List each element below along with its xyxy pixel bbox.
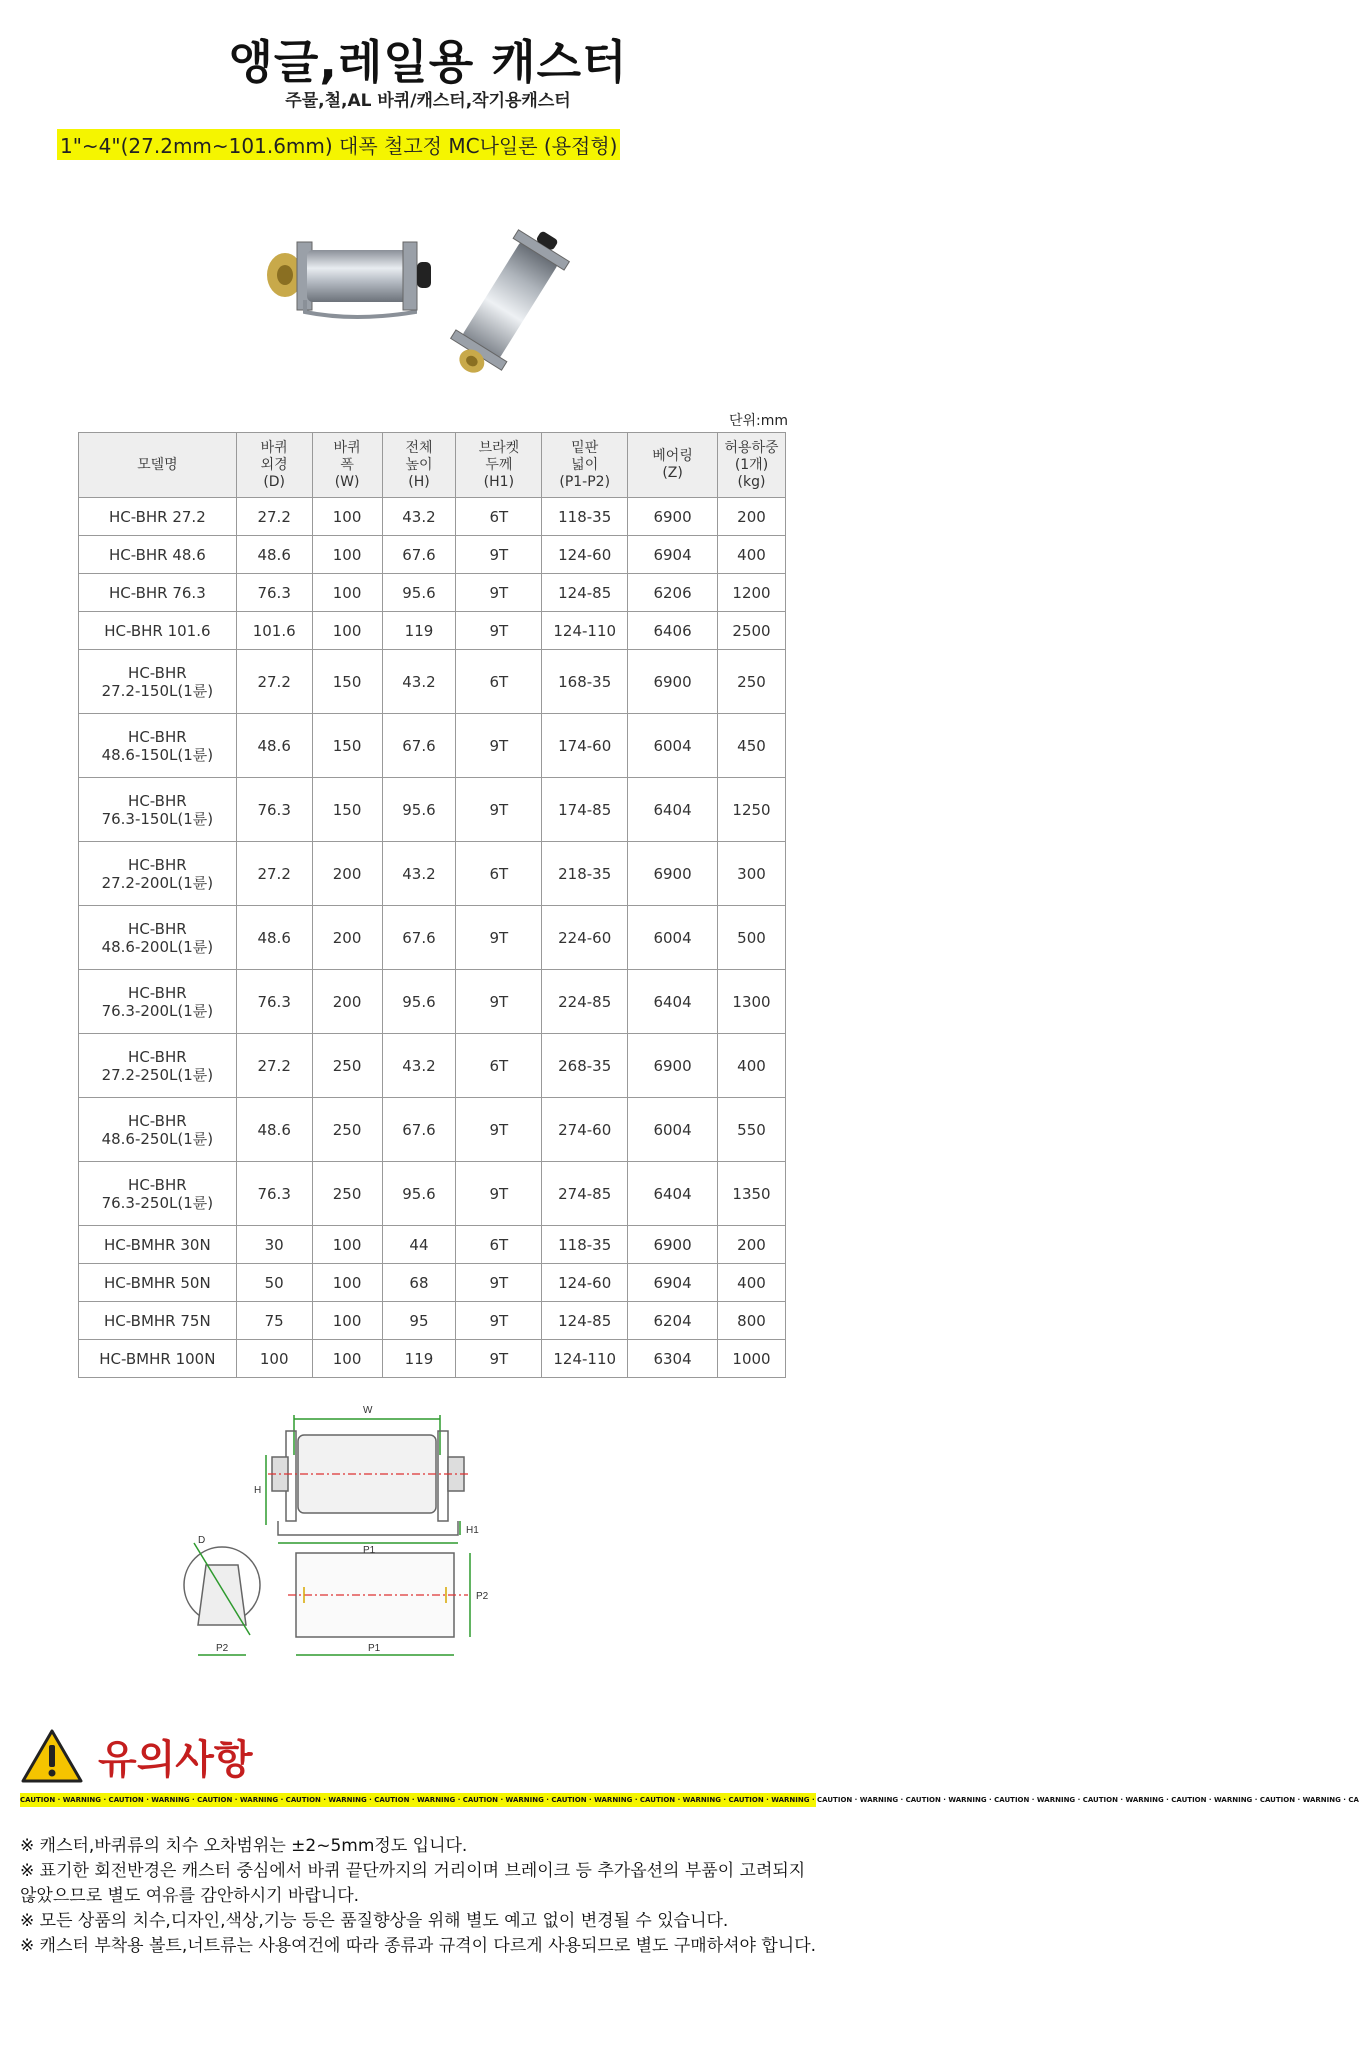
base-plate-cell: 224-85	[542, 970, 628, 1034]
wheel-diameter-cell: 76.3	[236, 778, 312, 842]
base-plate-cell: 224-60	[542, 906, 628, 970]
dim-label-w: W	[363, 1405, 373, 1416]
bearing-cell: 6004	[628, 714, 718, 778]
load-capacity-cell: 250	[718, 650, 786, 714]
table-row	[79, 536, 786, 574]
table-row	[79, 1098, 786, 1162]
wheel-diameter-cell: 30	[236, 1226, 312, 1264]
wheel-width-cell: 100	[312, 574, 382, 612]
total-height-cell: 44	[382, 1226, 456, 1264]
load-capacity-cell: 400	[718, 1034, 786, 1098]
col-wheel-diameter	[236, 433, 312, 498]
total-height-cell: 95.6	[382, 778, 456, 842]
bearing-cell: 6406	[628, 612, 718, 650]
col-base-plate	[542, 433, 628, 498]
load-capacity-cell: 500	[718, 906, 786, 970]
wheel-width-cell: 150	[312, 778, 382, 842]
bracket-thickness-cell: 9T	[456, 1264, 542, 1302]
bearing-cell: 6004	[628, 1098, 718, 1162]
bracket-thickness-cell: 9T	[456, 574, 542, 612]
model-cell: HC-BHR 76.3-200L(1륜)	[79, 970, 237, 1034]
total-height-cell: 67.6	[382, 714, 456, 778]
base-plate-cell: 124-60	[542, 536, 628, 574]
warning-triangle-icon	[20, 1728, 84, 1784]
note-item: ※ 캐스터 부착용 볼트,너트류는 사용여건에 따라 종류과 규격이 다르게 사용되므로 별도 구매하셔야 합니다.	[20, 1936, 817, 1956]
table-row	[79, 970, 786, 1034]
bracket-thickness-cell: 9T	[456, 970, 542, 1034]
bearing-cell: 6204	[628, 1302, 718, 1340]
wheel-width-cell: 200	[312, 906, 382, 970]
table-row	[79, 612, 786, 650]
unit-label: 단위:mm	[728, 413, 788, 429]
bracket-thickness-cell: 9T	[456, 612, 542, 650]
model-cell: HC-BHR 48.6	[79, 536, 237, 574]
total-height-cell: 43.2	[382, 650, 456, 714]
caution-strip: CAUTION · WARNING · CAUTION · WARNING · CAUTION · WARNING · CAUTION · WARNING · CAUTION · WARNING · CAUTION · WARNING · CAUTION · WARNING · CAUTION · WARNING · CAUTION · WARNING · CAUTION · WARNING · CAUTION · WARNING · CAUTION · WARNING · CAUTION · WARNING · CAUTION · WARNING · CAUTION · WARNING · CA	[20, 1793, 816, 1807]
table-row	[79, 1162, 786, 1226]
bracket-thickness-cell: 9T	[456, 1162, 542, 1226]
load-capacity-cell: 400	[718, 536, 786, 574]
wheel-width-cell: 150	[312, 714, 382, 778]
spec-table	[78, 432, 786, 1378]
col-wheel-width-label: 바퀴 폭 (W)	[333, 439, 361, 490]
bracket-thickness-cell: 9T	[456, 1098, 542, 1162]
total-height-cell: 95.6	[382, 970, 456, 1034]
total-height-cell: 43.2	[382, 842, 456, 906]
load-capacity-cell: 200	[718, 1226, 786, 1264]
wheel-diameter-cell: 100	[236, 1340, 312, 1378]
model-cell: HC-BHR 48.6-200L(1륜)	[79, 906, 237, 970]
bearing-cell: 6206	[628, 574, 718, 612]
total-height-cell: 119	[382, 612, 456, 650]
wheel-width-cell: 200	[312, 970, 382, 1034]
base-plate-cell: 274-60	[542, 1098, 628, 1162]
total-height-cell: 95.6	[382, 574, 456, 612]
note-item: ※ 모든 상품의 치수,디자인,색상,기능 등은 품질향상을 위해 별도 예고 없이 변경될 수 있습니다.	[20, 1911, 729, 1931]
col-wheel-diameter-label: 바퀴 외경 (D)	[260, 439, 288, 490]
wheel-diameter-cell: 27.2	[236, 1034, 312, 1098]
wheel-width-cell: 150	[312, 650, 382, 714]
table-row	[79, 1264, 786, 1302]
table-row	[79, 778, 786, 842]
table-row	[79, 906, 786, 970]
dim-label-p1-side: P1	[368, 1643, 381, 1654]
notes-list	[20, 1834, 820, 1959]
total-height-cell: 67.6	[382, 1098, 456, 1162]
model-cell: HC-BHR 27.2-150L(1륜)	[79, 650, 237, 714]
load-capacity-cell: 450	[718, 714, 786, 778]
col-load-capacity	[718, 433, 786, 498]
total-height-cell: 68	[382, 1264, 456, 1302]
bearing-cell: 6900	[628, 1034, 718, 1098]
base-plate-cell: 118-35	[542, 498, 628, 536]
bearing-cell: 6004	[628, 906, 718, 970]
total-height-cell: 95	[382, 1302, 456, 1340]
col-bracket-thickness	[456, 433, 542, 498]
load-capacity-cell: 200	[718, 498, 786, 536]
total-height-cell: 95.6	[382, 1162, 456, 1226]
base-plate-cell: 124-85	[542, 574, 628, 612]
model-cell: HC-BMHR 50N	[79, 1264, 237, 1302]
page-subtitle: 주물,철,AL 바퀴/캐스터,작기용캐스터	[285, 91, 571, 111]
table-row	[79, 650, 786, 714]
spec-header-row	[79, 433, 786, 498]
wheel-diameter-cell: 76.3	[236, 574, 312, 612]
bracket-thickness-cell: 9T	[456, 1340, 542, 1378]
wheel-diameter-cell: 48.6	[236, 906, 312, 970]
model-cell: HC-BHR 101.6	[79, 612, 237, 650]
bracket-thickness-cell: 6T	[456, 1034, 542, 1098]
wheel-width-cell: 100	[312, 1264, 382, 1302]
dim-label-p2-wheel: P2	[216, 1643, 229, 1654]
dim-label-p2-side: P2	[476, 1591, 489, 1602]
highlight-banner: 1"~4"(27.2mm~101.6mm) 대폭 철고정 MC나일론 (용접형)	[57, 129, 620, 160]
bearing-cell: 6904	[628, 1264, 718, 1302]
total-height-cell: 67.6	[382, 906, 456, 970]
note-item: ※ 캐스터,바퀴류의 치수 오차범위는 ±2~5mm정도 입니다.	[20, 1836, 468, 1856]
load-capacity-cell: 1250	[718, 778, 786, 842]
note-item: ※ 표기한 회전반경은 캐스터 중심에서 바퀴 끝단까지의 거리이며 브레이크 등 추가옵션의 부품이 고려되지 않았으므로 별도 여유를 감안하시기 바랍니다.	[20, 1861, 806, 1906]
base-plate-cell: 174-85	[542, 778, 628, 842]
bearing-cell: 6900	[628, 1226, 718, 1264]
model-cell: HC-BHR 48.6-150L(1륜)	[79, 714, 237, 778]
base-plate-cell: 124-110	[542, 612, 628, 650]
wheel-width-cell: 250	[312, 1162, 382, 1226]
bearing-cell: 6900	[628, 650, 718, 714]
wheel-width-cell: 100	[312, 1302, 382, 1340]
wheel-diameter-cell: 48.6	[236, 536, 312, 574]
bracket-thickness-cell: 9T	[456, 906, 542, 970]
bracket-thickness-cell: 6T	[456, 650, 542, 714]
product-photo	[245, 200, 625, 380]
load-capacity-cell: 400	[718, 1264, 786, 1302]
bracket-thickness-cell: 9T	[456, 1302, 542, 1340]
bracket-thickness-cell: 9T	[456, 714, 542, 778]
page-title: 앵글,레일용 캐스터	[228, 35, 628, 89]
total-height-cell: 43.2	[382, 498, 456, 536]
load-capacity-cell: 800	[718, 1302, 786, 1340]
bracket-thickness-cell: 9T	[456, 536, 542, 574]
bearing-cell: 6404	[628, 1162, 718, 1226]
table-row	[79, 1226, 786, 1264]
load-capacity-cell: 550	[718, 1098, 786, 1162]
base-plate-cell: 274-85	[542, 1162, 628, 1226]
base-plate-cell: 124-110	[542, 1340, 628, 1378]
table-row	[79, 714, 786, 778]
wheel-width-cell: 100	[312, 536, 382, 574]
wheel-width-cell: 100	[312, 498, 382, 536]
wheel-width-cell: 250	[312, 1098, 382, 1162]
col-total-height-label: 전체 높이 (H)	[405, 439, 433, 490]
col-total-height	[382, 433, 456, 498]
base-plate-cell: 168-35	[542, 650, 628, 714]
model-cell: HC-BMHR 75N	[79, 1302, 237, 1340]
bearing-cell: 6404	[628, 970, 718, 1034]
bearing-cell: 6900	[628, 842, 718, 906]
wheel-diameter-cell: 50	[236, 1264, 312, 1302]
model-cell: HC-BHR 27.2	[79, 498, 237, 536]
bracket-thickness-cell: 6T	[456, 1226, 542, 1264]
dim-label-d: D	[198, 1535, 206, 1546]
load-capacity-cell: 1300	[718, 970, 786, 1034]
col-bearing-label: 베어링 (Z)	[652, 448, 693, 481]
total-height-cell: 119	[382, 1340, 456, 1378]
col-wheel-width	[312, 433, 382, 498]
wheel-diameter-cell: 76.3	[236, 970, 312, 1034]
wheel-diameter-cell: 101.6	[236, 612, 312, 650]
dim-label-h: H	[254, 1485, 262, 1496]
table-row	[79, 1302, 786, 1340]
wheel-width-cell: 200	[312, 842, 382, 906]
wheel-width-cell: 100	[312, 1340, 382, 1378]
load-capacity-cell: 2500	[718, 612, 786, 650]
table-row	[79, 842, 786, 906]
bracket-thickness-cell: 9T	[456, 778, 542, 842]
bracket-thickness-cell: 6T	[456, 498, 542, 536]
model-cell: HC-BHR 76.3-150L(1륜)	[79, 778, 237, 842]
dim-label-p1-top: P1	[363, 1545, 376, 1556]
bearing-cell: 6304	[628, 1340, 718, 1378]
base-plate-cell: 268-35	[542, 1034, 628, 1098]
col-model: 모델명	[79, 433, 237, 498]
model-cell: HC-BMHR 30N	[79, 1226, 237, 1264]
base-plate-cell: 124-60	[542, 1264, 628, 1302]
model-cell: HC-BHR 76.3-250L(1륜)	[79, 1162, 237, 1226]
wheel-diameter-cell: 48.6	[236, 1098, 312, 1162]
wheel-width-cell: 250	[312, 1034, 382, 1098]
load-capacity-cell: 300	[718, 842, 786, 906]
bearing-cell: 6404	[628, 778, 718, 842]
base-plate-cell: 218-35	[542, 842, 628, 906]
model-cell: HC-BHR 76.3	[79, 574, 237, 612]
col-bearing	[628, 433, 718, 498]
bracket-thickness-cell: 6T	[456, 842, 542, 906]
model-cell: HC-BHR 27.2-250L(1륜)	[79, 1034, 237, 1098]
base-plate-cell: 174-60	[542, 714, 628, 778]
wheel-diameter-cell: 27.2	[236, 498, 312, 536]
model-cell: HC-BMHR 100N	[79, 1340, 237, 1378]
dim-label-h1: H1	[466, 1525, 479, 1536]
table-row	[79, 574, 786, 612]
total-height-cell: 67.6	[382, 536, 456, 574]
model-cell: HC-BHR 48.6-250L(1륜)	[79, 1098, 237, 1162]
base-plate-cell: 118-35	[542, 1226, 628, 1264]
total-height-cell: 43.2	[382, 1034, 456, 1098]
col-load-capacity-label: 허용하중 (1개) (kg)	[724, 439, 779, 490]
wheel-diameter-cell: 76.3	[236, 1162, 312, 1226]
bearing-cell: 6904	[628, 536, 718, 574]
bearing-cell: 6900	[628, 498, 718, 536]
wheel-width-cell: 100	[312, 1226, 382, 1264]
wheel-diameter-cell: 27.2	[236, 650, 312, 714]
load-capacity-cell: 1200	[718, 574, 786, 612]
load-capacity-cell: 1350	[718, 1162, 786, 1226]
col-bracket-thickness-label: 브라켓 두께 (H1)	[478, 439, 520, 490]
base-plate-cell: 124-85	[542, 1302, 628, 1340]
load-capacity-cell: 1000	[718, 1340, 786, 1378]
wheel-diameter-cell: 75	[236, 1302, 312, 1340]
warning-title: 유의사항	[98, 1737, 253, 1783]
col-base-plate-label: 밑판 넓이 (P1-P2)	[559, 439, 611, 490]
wheel-diameter-cell: 27.2	[236, 842, 312, 906]
table-row	[79, 498, 786, 536]
model-cell: HC-BHR 27.2-200L(1륜)	[79, 842, 237, 906]
wheel-diameter-cell: 48.6	[236, 714, 312, 778]
dimension-diagram	[198, 1395, 628, 1685]
wheel-width-cell: 100	[312, 612, 382, 650]
table-row	[79, 1034, 786, 1098]
table-row	[79, 1340, 786, 1378]
